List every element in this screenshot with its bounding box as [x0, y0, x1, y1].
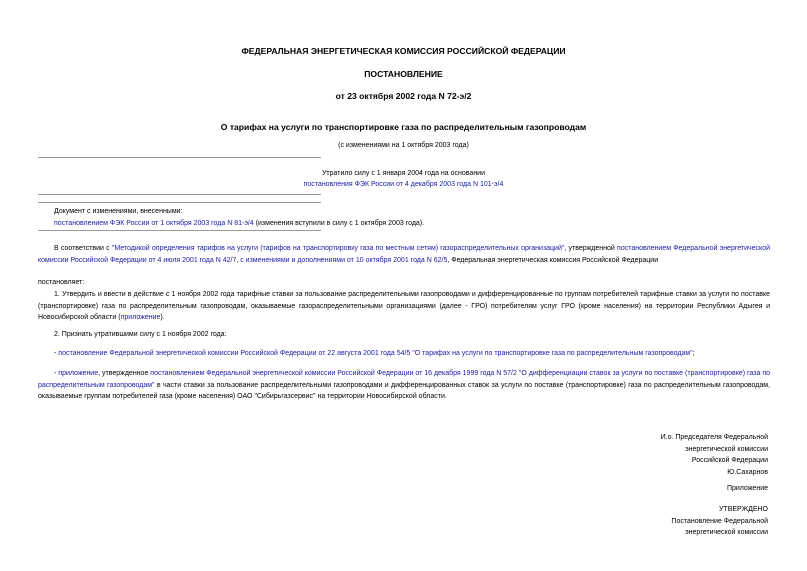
repealed-2-suffix: в части ставки за пользование распределительными газопроводами и дифференцированных ставок за услуги по поставке (транспортировке) газа по распределительным газопроводам, оказываемые группам потребителей газа (кроме населения) ОАО "Сибирьгазсервис" на территории Новосибирской области. [38, 381, 770, 400]
preamble-suffix: , Федеральная энергетическая комиссия Российской Федерации [447, 256, 659, 264]
repealed-1-suffix: ; [692, 350, 695, 357]
preamble-mid2: , [236, 256, 241, 264]
amended-label: Документ с изменениями, внесенными: [54, 208, 183, 215]
preamble-mid1: , утвержденной [564, 245, 618, 252]
lost-force-text: Утратило силу с 1 января 2004 года на основании [321, 170, 486, 177]
preamble-prefix: В соответствии с [54, 245, 112, 252]
preamble-paragraph [38, 243, 770, 266]
fek-57-2-link[interactable]: постановлением Федеральной энергетической комиссии Российской Федерации от 16 декабря 1999 года N 57/2 "О дифференциации ставок за услуги по поставке (транспортировке) газа по распределительным газопроводам" [38, 370, 770, 389]
approval-line-2: энергетической комиссии [685, 529, 768, 536]
divider [38, 230, 321, 231]
item-1-text: 1. Утвердить и ввести в действие с 1 ноября 2002 года тарифные ставки за пользование распределительными газопроводами и дифференцированные по группам потребителей тарифные ставки за услуги по поставке (транспортировке) газа по распределительным газопроводам, оказываемые газораспределительными организациями (далее - ГРО) потребителям услуг ГРО (кроме населения) на территории Республики Адыгея и Новосибирской области ( [38, 291, 770, 321]
repealed-2-mid: , утвержденное [98, 370, 151, 377]
signatory-name: Ю.Сахарнов [727, 468, 768, 476]
fek-42-7-link[interactable]: постановлением Федеральной энергетической комиссии Российской Федерации от 4 июля 2001 года N 42/7 [38, 245, 771, 264]
methodology-link[interactable]: "Методикой определения тарифов на услуги (тарифов на транспортировку газа по местным сетям) газораспределительных организаций" [111, 245, 565, 252]
repealed-1-prefix: - [54, 350, 59, 357]
amendments-62-5-link[interactable]: с изменениями и дополнениями от 10 октября 2001 года N 62/5 [240, 256, 448, 264]
doc-type-heading: ПОСТАНОВЛЕНИЕ [364, 69, 443, 79]
amended-line [54, 218, 770, 230]
signature-block [520, 432, 768, 478]
agency-heading: ФЕДЕРАЛЬНАЯ ЭНЕРГЕТИЧЕСКАЯ КОМИССИЯ РОССИЙСКОЙ ФЕДЕРАЦИИ [241, 46, 566, 56]
lost-force-link[interactable]: постановления ФЭК России от 4 декабря 2003 года N 101-э/4 [303, 181, 504, 188]
document-title: О тарифах на услуги по транспортировке газа по распределительным газопроводам [220, 122, 587, 132]
appendix-link[interactable]: приложение [120, 314, 161, 321]
item-2-paragraph: 2. Признать утратившими силу с 1 ноября 2002 года: [54, 331, 227, 338]
signature-line-3: Российской Федерации [691, 457, 768, 464]
resolves-text: постановляет: [38, 279, 85, 286]
approval-block [520, 504, 768, 539]
repealed-2-prefix: - [54, 370, 59, 377]
divider [38, 157, 321, 158]
divider [38, 194, 321, 195]
date-number-heading: от 23 октября 2002 года N 72-э/2 [335, 91, 472, 101]
fek-54-5-link[interactable]: постановление Федеральной энергетической комиссии Российской Федерации от 22 августа 2001 года 54/5 "О тарифах на услуги по транспортировке газа по распределительным газопроводам" [58, 350, 693, 357]
repealed-2-paragraph [38, 368, 770, 403]
approved-label: УТВЕРЖДЕНО [718, 506, 768, 513]
repealed-1-paragraph [38, 348, 770, 360]
amended-block [54, 206, 770, 229]
signature-line-1: И.о. Председателя Федеральной [660, 434, 768, 441]
divider [38, 202, 321, 203]
amended-link[interactable]: постановлением ФЭК России от 1 октября 2003 года N 81-э/4 [54, 219, 254, 227]
amended-suffix: (изменения вступили в силу с 1 октября 2003 года). [253, 219, 425, 227]
item-1-suffix: ). [160, 314, 165, 321]
appendix-label: Приложение [726, 485, 768, 492]
signature-line-2: энергетической комиссии [685, 445, 768, 453]
item-1-paragraph [38, 289, 770, 324]
changes-note: (с изменениями на 1 октября 2003 года) [338, 142, 469, 149]
lost-force-link-wrap [0, 181, 807, 188]
approval-line-1: Постановление Федеральной [671, 517, 768, 525]
repealed-appendix-link[interactable]: приложение [58, 370, 99, 377]
